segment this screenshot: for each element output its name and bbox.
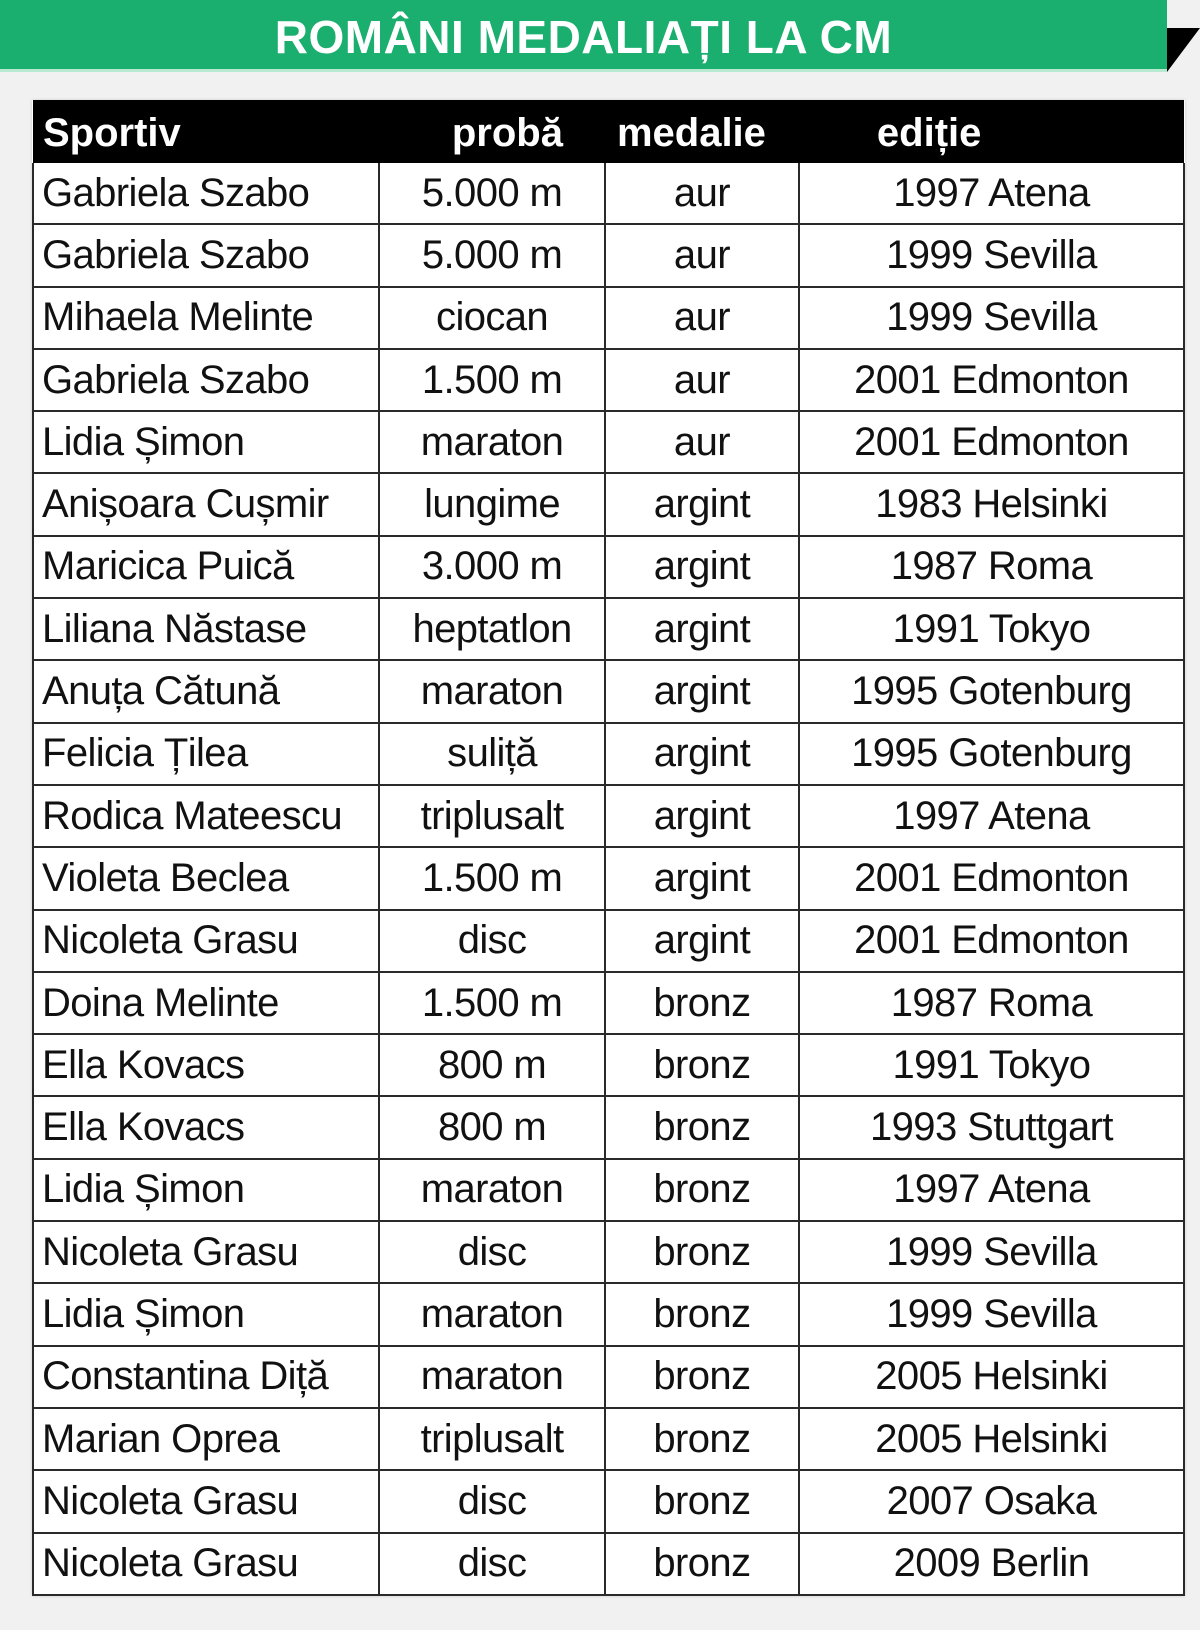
table-row — [33, 1221, 1184, 1283]
medal-cell: bronz — [605, 1096, 799, 1158]
athlete-cell: Violeta Beclea — [33, 847, 379, 909]
medal-cell: aur — [605, 224, 799, 286]
header-label: ediție — [876, 111, 982, 155]
table-row — [33, 163, 1184, 224]
athlete-cell: Lidia Șimon — [33, 1159, 379, 1221]
athlete-cell: Lidia Șimon — [33, 1283, 379, 1345]
event-cell: suliță — [379, 723, 605, 785]
edition-cell: 1997 Atena — [799, 163, 1184, 224]
medal-cell: argint — [605, 598, 799, 660]
column-header-medalie — [605, 100, 799, 163]
edition-cell: 1983 Helsinki — [799, 473, 1184, 535]
medal-cell: aur — [605, 163, 799, 224]
edition-cell: 1991 Tokyo — [799, 598, 1184, 660]
table-row — [33, 1408, 1184, 1470]
table-row — [33, 536, 1184, 598]
event-cell: 5.000 m — [379, 224, 605, 286]
edition-cell: 2005 Helsinki — [799, 1346, 1184, 1408]
table-row — [33, 847, 1184, 909]
athlete-cell: Anuța Cătună — [33, 660, 379, 722]
edition-cell: 1991 Tokyo — [799, 1034, 1184, 1096]
athlete-cell: Nicoleta Grasu — [33, 1533, 379, 1595]
edition-cell: 1993 Stuttgart — [799, 1096, 1184, 1158]
event-cell: 3.000 m — [379, 536, 605, 598]
edition-cell: 2001 Edmonton — [799, 910, 1184, 972]
athlete-cell: Ella Kovacs — [33, 1096, 379, 1158]
medal-cell: bronz — [605, 1159, 799, 1221]
table-row — [33, 224, 1184, 286]
edition-cell: 1997 Atena — [799, 785, 1184, 847]
table-header-row — [33, 100, 1184, 163]
table-row — [33, 473, 1184, 535]
event-cell: maraton — [379, 1283, 605, 1345]
athlete-cell: Gabriela Szabo — [33, 349, 379, 411]
medal-cell: argint — [605, 473, 799, 535]
column-header-proba — [379, 100, 605, 163]
medal-cell: argint — [605, 723, 799, 785]
event-cell: triplusalt — [379, 785, 605, 847]
header-label: medalie — [616, 111, 766, 155]
medal-cell: aur — [605, 349, 799, 411]
table-row — [33, 1470, 1184, 1532]
edition-cell: 1987 Roma — [799, 972, 1184, 1034]
page-title: ROMÂNI MEDALIAȚI LA CM — [274, 11, 893, 63]
title-banner — [0, 0, 1167, 72]
event-cell: maraton — [379, 1346, 605, 1408]
event-cell: 1.500 m — [379, 349, 605, 411]
medal-cell: bronz — [605, 1221, 799, 1283]
medal-cell: bronz — [605, 1408, 799, 1470]
event-cell: 5.000 m — [379, 163, 605, 224]
table-row — [33, 785, 1184, 847]
event-cell: disc — [379, 1470, 605, 1532]
athlete-cell: Mihaela Melinte — [33, 287, 379, 349]
event-cell: 800 m — [379, 1096, 605, 1158]
table-body — [33, 163, 1184, 1595]
medal-cell: argint — [605, 847, 799, 909]
medal-cell: bronz — [605, 972, 799, 1034]
edition-cell: 2009 Berlin — [799, 1533, 1184, 1595]
event-cell: 1.500 m — [379, 972, 605, 1034]
medal-cell: bronz — [605, 1470, 799, 1532]
medal-cell: argint — [605, 660, 799, 722]
edition-cell: 2005 Helsinki — [799, 1408, 1184, 1470]
medal-cell: bronz — [605, 1283, 799, 1345]
table-row — [33, 1034, 1184, 1096]
column-header-sportiv — [33, 100, 379, 163]
athlete-cell: Ella Kovacs — [33, 1034, 379, 1096]
table-row — [33, 349, 1184, 411]
table-row — [33, 910, 1184, 972]
athlete-cell: Rodica Mateescu — [33, 785, 379, 847]
event-cell: ciocan — [379, 287, 605, 349]
medal-cell: aur — [605, 411, 799, 473]
table-row — [33, 1096, 1184, 1158]
table-row — [33, 1283, 1184, 1345]
column-header-editie — [799, 100, 1184, 163]
table-row — [33, 1159, 1184, 1221]
edition-cell: 1999 Sevilla — [799, 287, 1184, 349]
athlete-cell: Nicoleta Grasu — [33, 1470, 379, 1532]
medal-cell: bronz — [605, 1346, 799, 1408]
header-label: Sportiv — [43, 111, 181, 155]
medal-cell: argint — [605, 536, 799, 598]
athlete-cell: Marian Oprea — [33, 1408, 379, 1470]
athlete-cell: Constantina Diță — [33, 1346, 379, 1408]
table-row — [33, 287, 1184, 349]
edition-cell: 1999 Sevilla — [799, 1221, 1184, 1283]
event-cell: triplusalt — [379, 1408, 605, 1470]
event-cell: disc — [379, 1221, 605, 1283]
athlete-cell: Maricica Puică — [33, 536, 379, 598]
edition-cell: 2001 Edmonton — [799, 411, 1184, 473]
medal-cell: bronz — [605, 1533, 799, 1595]
edition-cell: 2001 Edmonton — [799, 847, 1184, 909]
edition-cell: 1997 Atena — [799, 1159, 1184, 1221]
edition-cell: 1999 Sevilla — [799, 1283, 1184, 1345]
header-label: probă — [451, 111, 563, 155]
table-row — [33, 598, 1184, 660]
table-row — [33, 723, 1184, 785]
athlete-cell: Nicoleta Grasu — [33, 910, 379, 972]
event-cell: maraton — [379, 411, 605, 473]
athlete-cell: Liliana Năstase — [33, 598, 379, 660]
medal-cell: argint — [605, 910, 799, 972]
table-row — [33, 1533, 1184, 1595]
medal-cell: argint — [605, 785, 799, 847]
table-row — [33, 411, 1184, 473]
edition-cell: 1995 Gotenburg — [799, 723, 1184, 785]
event-cell: maraton — [379, 1159, 605, 1221]
athlete-cell: Gabriela Szabo — [33, 163, 379, 224]
edition-cell: 1987 Roma — [799, 536, 1184, 598]
athlete-cell: Felicia Țilea — [33, 723, 379, 785]
athlete-cell: Lidia Șimon — [33, 411, 379, 473]
table-row — [33, 1346, 1184, 1408]
event-cell: heptatlon — [379, 598, 605, 660]
athlete-cell: Anișoara Cușmir — [33, 473, 379, 535]
table-row — [33, 660, 1184, 722]
event-cell: maraton — [379, 660, 605, 722]
medal-cell: aur — [605, 287, 799, 349]
event-cell: disc — [379, 910, 605, 972]
event-cell: lungime — [379, 473, 605, 535]
medal-cell: bronz — [605, 1034, 799, 1096]
edition-cell: 1999 Sevilla — [799, 224, 1184, 286]
athlete-cell: Gabriela Szabo — [33, 224, 379, 286]
banner-ribbon-fold — [1167, 28, 1200, 72]
edition-cell: 2007 Osaka — [799, 1470, 1184, 1532]
medalists-table — [32, 100, 1185, 1596]
athlete-cell: Doina Melinte — [33, 972, 379, 1034]
table-row — [33, 972, 1184, 1034]
event-cell: disc — [379, 1533, 605, 1595]
athlete-cell: Nicoleta Grasu — [33, 1221, 379, 1283]
edition-cell: 1995 Gotenburg — [799, 660, 1184, 722]
event-cell: 1.500 m — [379, 847, 605, 909]
event-cell: 800 m — [379, 1034, 605, 1096]
edition-cell: 2001 Edmonton — [799, 349, 1184, 411]
